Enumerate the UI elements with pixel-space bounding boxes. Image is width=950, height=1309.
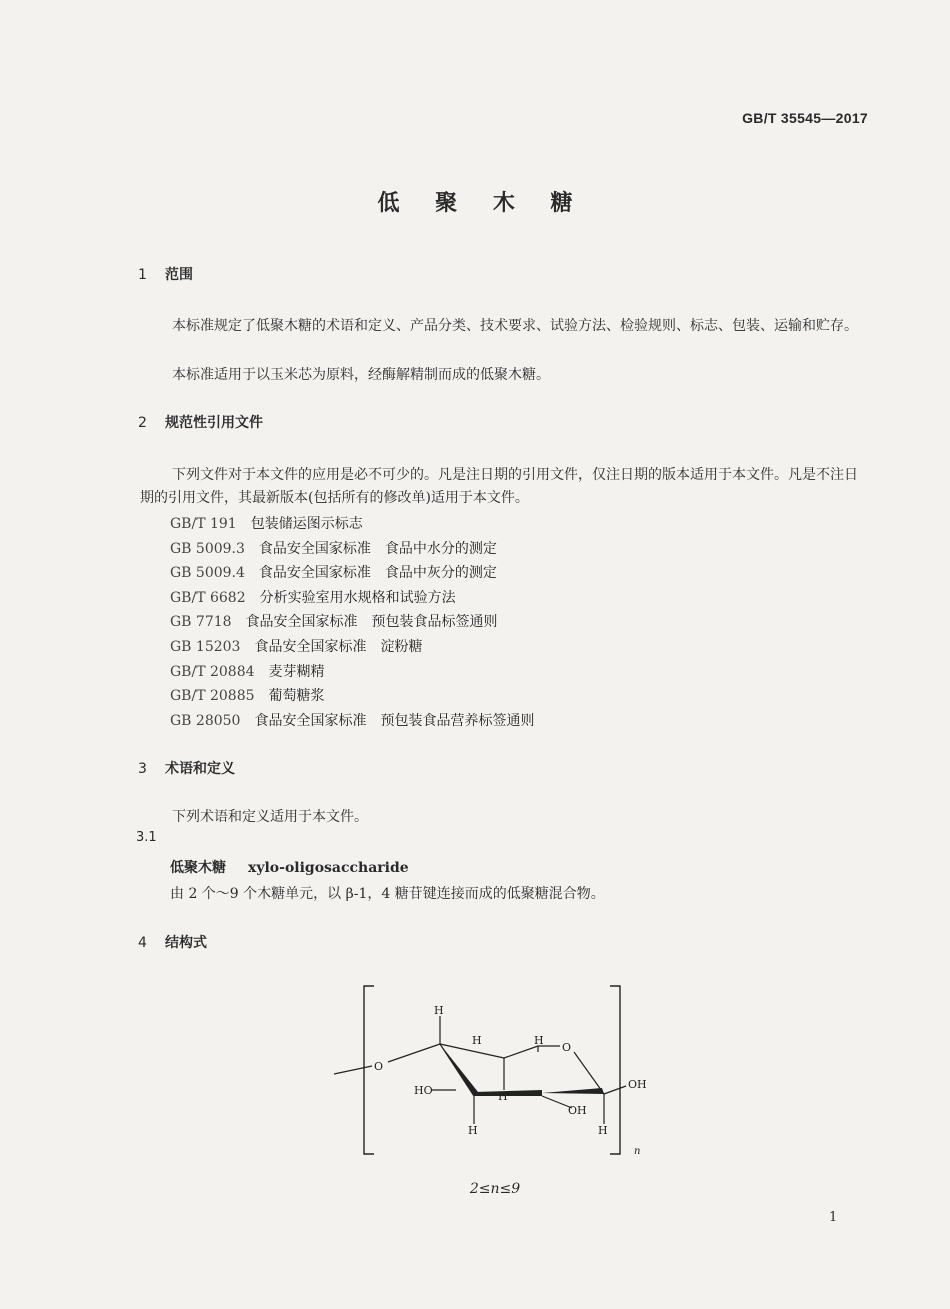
reference-name: 分析实验室用水规格和试验方法 — [259, 589, 456, 606]
term-definition: 由 2 个～9 个木糖单元，以 β-1，4 糖苷键连接而成的低聚糖混合物。 — [170, 886, 605, 902]
reference-item — [170, 512, 534, 537]
section-number: 3 — [138, 761, 147, 777]
reference-code: GB 5009.3 — [170, 540, 245, 557]
repeat-subscript: n — [634, 1146, 641, 1157]
reference-item — [170, 537, 534, 562]
reference-code: GB 28050 — [170, 712, 241, 729]
term-english: xylo-oligosaccharide — [248, 860, 409, 876]
subclause-number: 3.1 — [136, 830, 157, 845]
reference-code: GB 7718 — [170, 614, 232, 631]
reference-item — [170, 684, 534, 709]
section-1-heading — [138, 264, 193, 284]
reference-name: 食品安全国家标准 食品中灰分的测定 — [258, 565, 497, 582]
reference-name: 食品安全国家标准 食品中水分的测定 — [258, 540, 497, 557]
repeat-range-note: 2≤n≤9 — [469, 1181, 521, 1197]
wedge-bond — [474, 1090, 542, 1096]
section-2-heading — [138, 412, 263, 432]
document-title: 低 聚 木 糖 — [377, 191, 587, 216]
reference-item — [170, 709, 534, 734]
term-chinese: 低聚木糖 — [170, 860, 226, 876]
section-4-heading — [138, 932, 207, 952]
left-bracket — [364, 986, 374, 1154]
hydrogen-label: H — [498, 1090, 508, 1103]
right-bracket — [610, 986, 620, 1154]
hydrogen-label: H — [598, 1124, 608, 1137]
hydrogen-label: H — [468, 1124, 478, 1137]
section-title: 结构式 — [165, 935, 207, 951]
oxygen-label-left: O — [374, 1060, 384, 1073]
reference-item — [170, 561, 534, 586]
standard-code: GB/T 35545—2017 — [742, 110, 868, 126]
reference-code: GB/T 20884 — [170, 663, 255, 680]
page-number: 1 — [829, 1210, 838, 1225]
hydrogen-label: H — [434, 1004, 444, 1017]
section-number: 1 — [138, 267, 147, 283]
section-title: 范围 — [165, 267, 193, 283]
reference-code: GB/T 20885 — [170, 688, 255, 705]
normative-references-list — [170, 512, 534, 733]
section-title: 规范性引用文件 — [165, 415, 263, 431]
section-title: 术语和定义 — [165, 761, 235, 777]
normative-intro: 下列文件对于本文件的应用是必不可少的。凡是注日期的引用文件，仅注日期的版本适用于本文件。凡是不注日期的引用文件，其最新版本(包括所有的修改单)适用于本文件。 — [140, 467, 858, 506]
reference-item — [170, 586, 534, 611]
hydrogen-label: H — [534, 1034, 544, 1047]
hydroxyl-label-left: HO — [414, 1084, 433, 1097]
reference-item — [170, 610, 534, 635]
reference-code: GB 5009.4 — [170, 565, 245, 582]
terms-intro: 下列术语和定义适用于本文件。 — [172, 809, 368, 825]
reference-name: 包装储运图示标志 — [250, 516, 363, 532]
section-number: 2 — [138, 415, 147, 431]
reference-name: 食品安全国家标准 淀粉糖 — [254, 638, 423, 655]
reference-item — [170, 660, 534, 685]
scope-paragraph-1: 本标准规定了低聚木糖的术语和定义、产品分类、技术要求、试验方法、检验规则、标志、包装、运输和贮存。 — [172, 318, 858, 334]
wedge-bond — [542, 1088, 604, 1094]
term-entry — [170, 857, 409, 877]
section-number: 4 — [138, 935, 147, 951]
oxygen-label-ring: O — [562, 1041, 572, 1054]
reference-item — [170, 635, 534, 660]
reference-name: 食品安全国家标准 预包装食品标签通则 — [245, 614, 498, 631]
structural-formula — [332, 984, 652, 1164]
reference-name: 麦芽糊精 — [268, 663, 325, 680]
reference-name: 葡萄糖浆 — [268, 688, 325, 705]
scope-paragraph-2: 本标准适用于以玉米芯为原料，经酶解精制而成的低聚木糖。 — [172, 367, 550, 383]
reference-code: GB/T 191 — [170, 516, 237, 532]
hydroxyl-label-right: OH — [628, 1078, 647, 1091]
reference-name: 食品安全国家标准 预包装食品营养标签通则 — [254, 712, 535, 729]
hydroxyl-label-bottom: OH — [568, 1104, 587, 1117]
hydrogen-label: H — [472, 1034, 482, 1047]
wedge-bond — [440, 1044, 478, 1096]
section-3-heading — [138, 758, 235, 778]
reference-code: GB 15203 — [170, 638, 241, 655]
reference-code: GB/T 6682 — [170, 589, 246, 606]
